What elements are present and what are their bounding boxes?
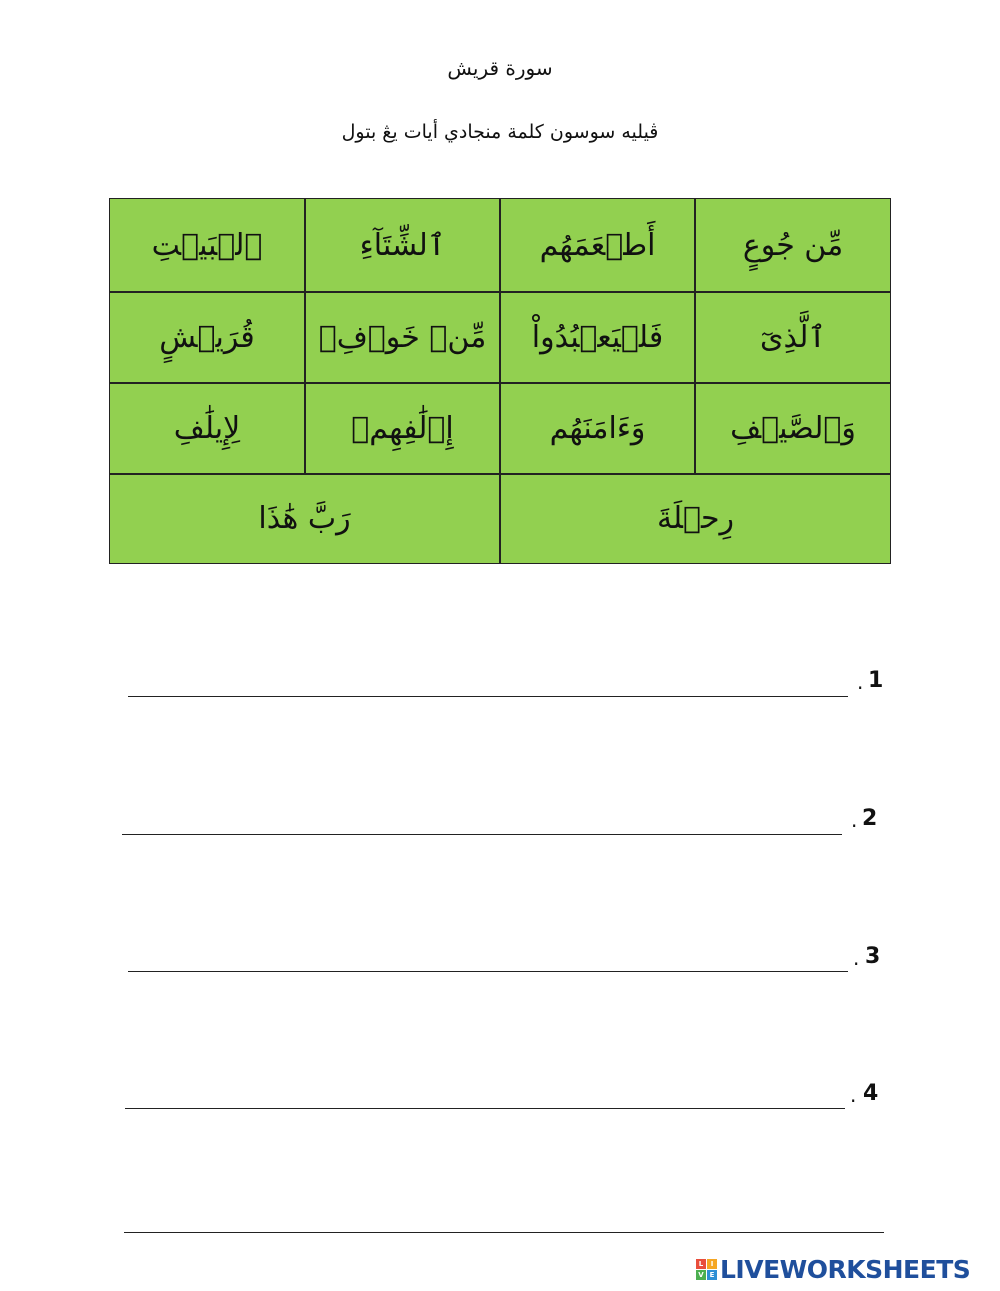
word-card[interactable]: ٱلۡبَيۡتِ	[151, 227, 263, 263]
answer-dot: .	[857, 670, 864, 694]
answer-number: 1	[868, 668, 884, 693]
answer-line[interactable]	[128, 971, 848, 972]
answer-number: 4	[863, 1081, 879, 1106]
liveworksheets-logo	[696, 1254, 970, 1284]
answer-number: 3	[865, 944, 881, 969]
word-card[interactable]: فَلۡيَعۡبُدُواْ	[531, 319, 664, 355]
logo-mark-letter: V	[696, 1270, 706, 1280]
logo-mark-letter: L	[696, 1259, 706, 1269]
word-card[interactable]: أَطۡعَمَهُم	[539, 227, 656, 263]
answer-dot: .	[853, 946, 860, 970]
word-card[interactable]: مِّنۡ خَوۡفِۭ	[318, 319, 487, 355]
word-card[interactable]: رَبَّ هَٰذَا	[258, 501, 351, 536]
worksheet-title: سورة قريش	[447, 56, 553, 80]
answer-line[interactable]	[128, 696, 848, 697]
word-card-grid	[109, 198, 891, 564]
word-card[interactable]: لِإِيلَٰفِ	[173, 410, 241, 446]
word-card[interactable]: وَءَامَنَهُم	[549, 410, 646, 446]
word-card[interactable]: مِّن جُوعٍ	[742, 227, 844, 263]
answer-dot: .	[851, 808, 858, 832]
word-card[interactable]: إِۦلَٰفِهِمۡ	[351, 410, 454, 446]
answer-dot: .	[850, 1083, 857, 1107]
logo-text: LIVEWORKSHEETS	[720, 1254, 971, 1284]
word-card[interactable]: رِحۡلَةَ	[656, 501, 735, 536]
logo-mark-icon	[696, 1259, 717, 1280]
word-card[interactable]: ٱلشِّتَآءِ	[359, 227, 446, 263]
word-card[interactable]: ٱلَّذِىٓ	[760, 319, 826, 355]
word-card[interactable]: قُرَيۡشٍ	[159, 319, 255, 355]
word-card[interactable]: وَٱلصَّيۡفِ	[730, 410, 856, 446]
answer-number: 2	[862, 806, 878, 831]
answer-line[interactable]	[125, 1108, 845, 1109]
answer-line[interactable]	[122, 834, 842, 835]
answer-line[interactable]	[124, 1232, 884, 1233]
worksheet-instruction: ڤيليه سوسون كلمة منجادي أيات يڠ بتول	[341, 121, 659, 143]
logo-mark-letter: I	[707, 1259, 717, 1269]
logo-mark-letter: E	[707, 1270, 717, 1280]
